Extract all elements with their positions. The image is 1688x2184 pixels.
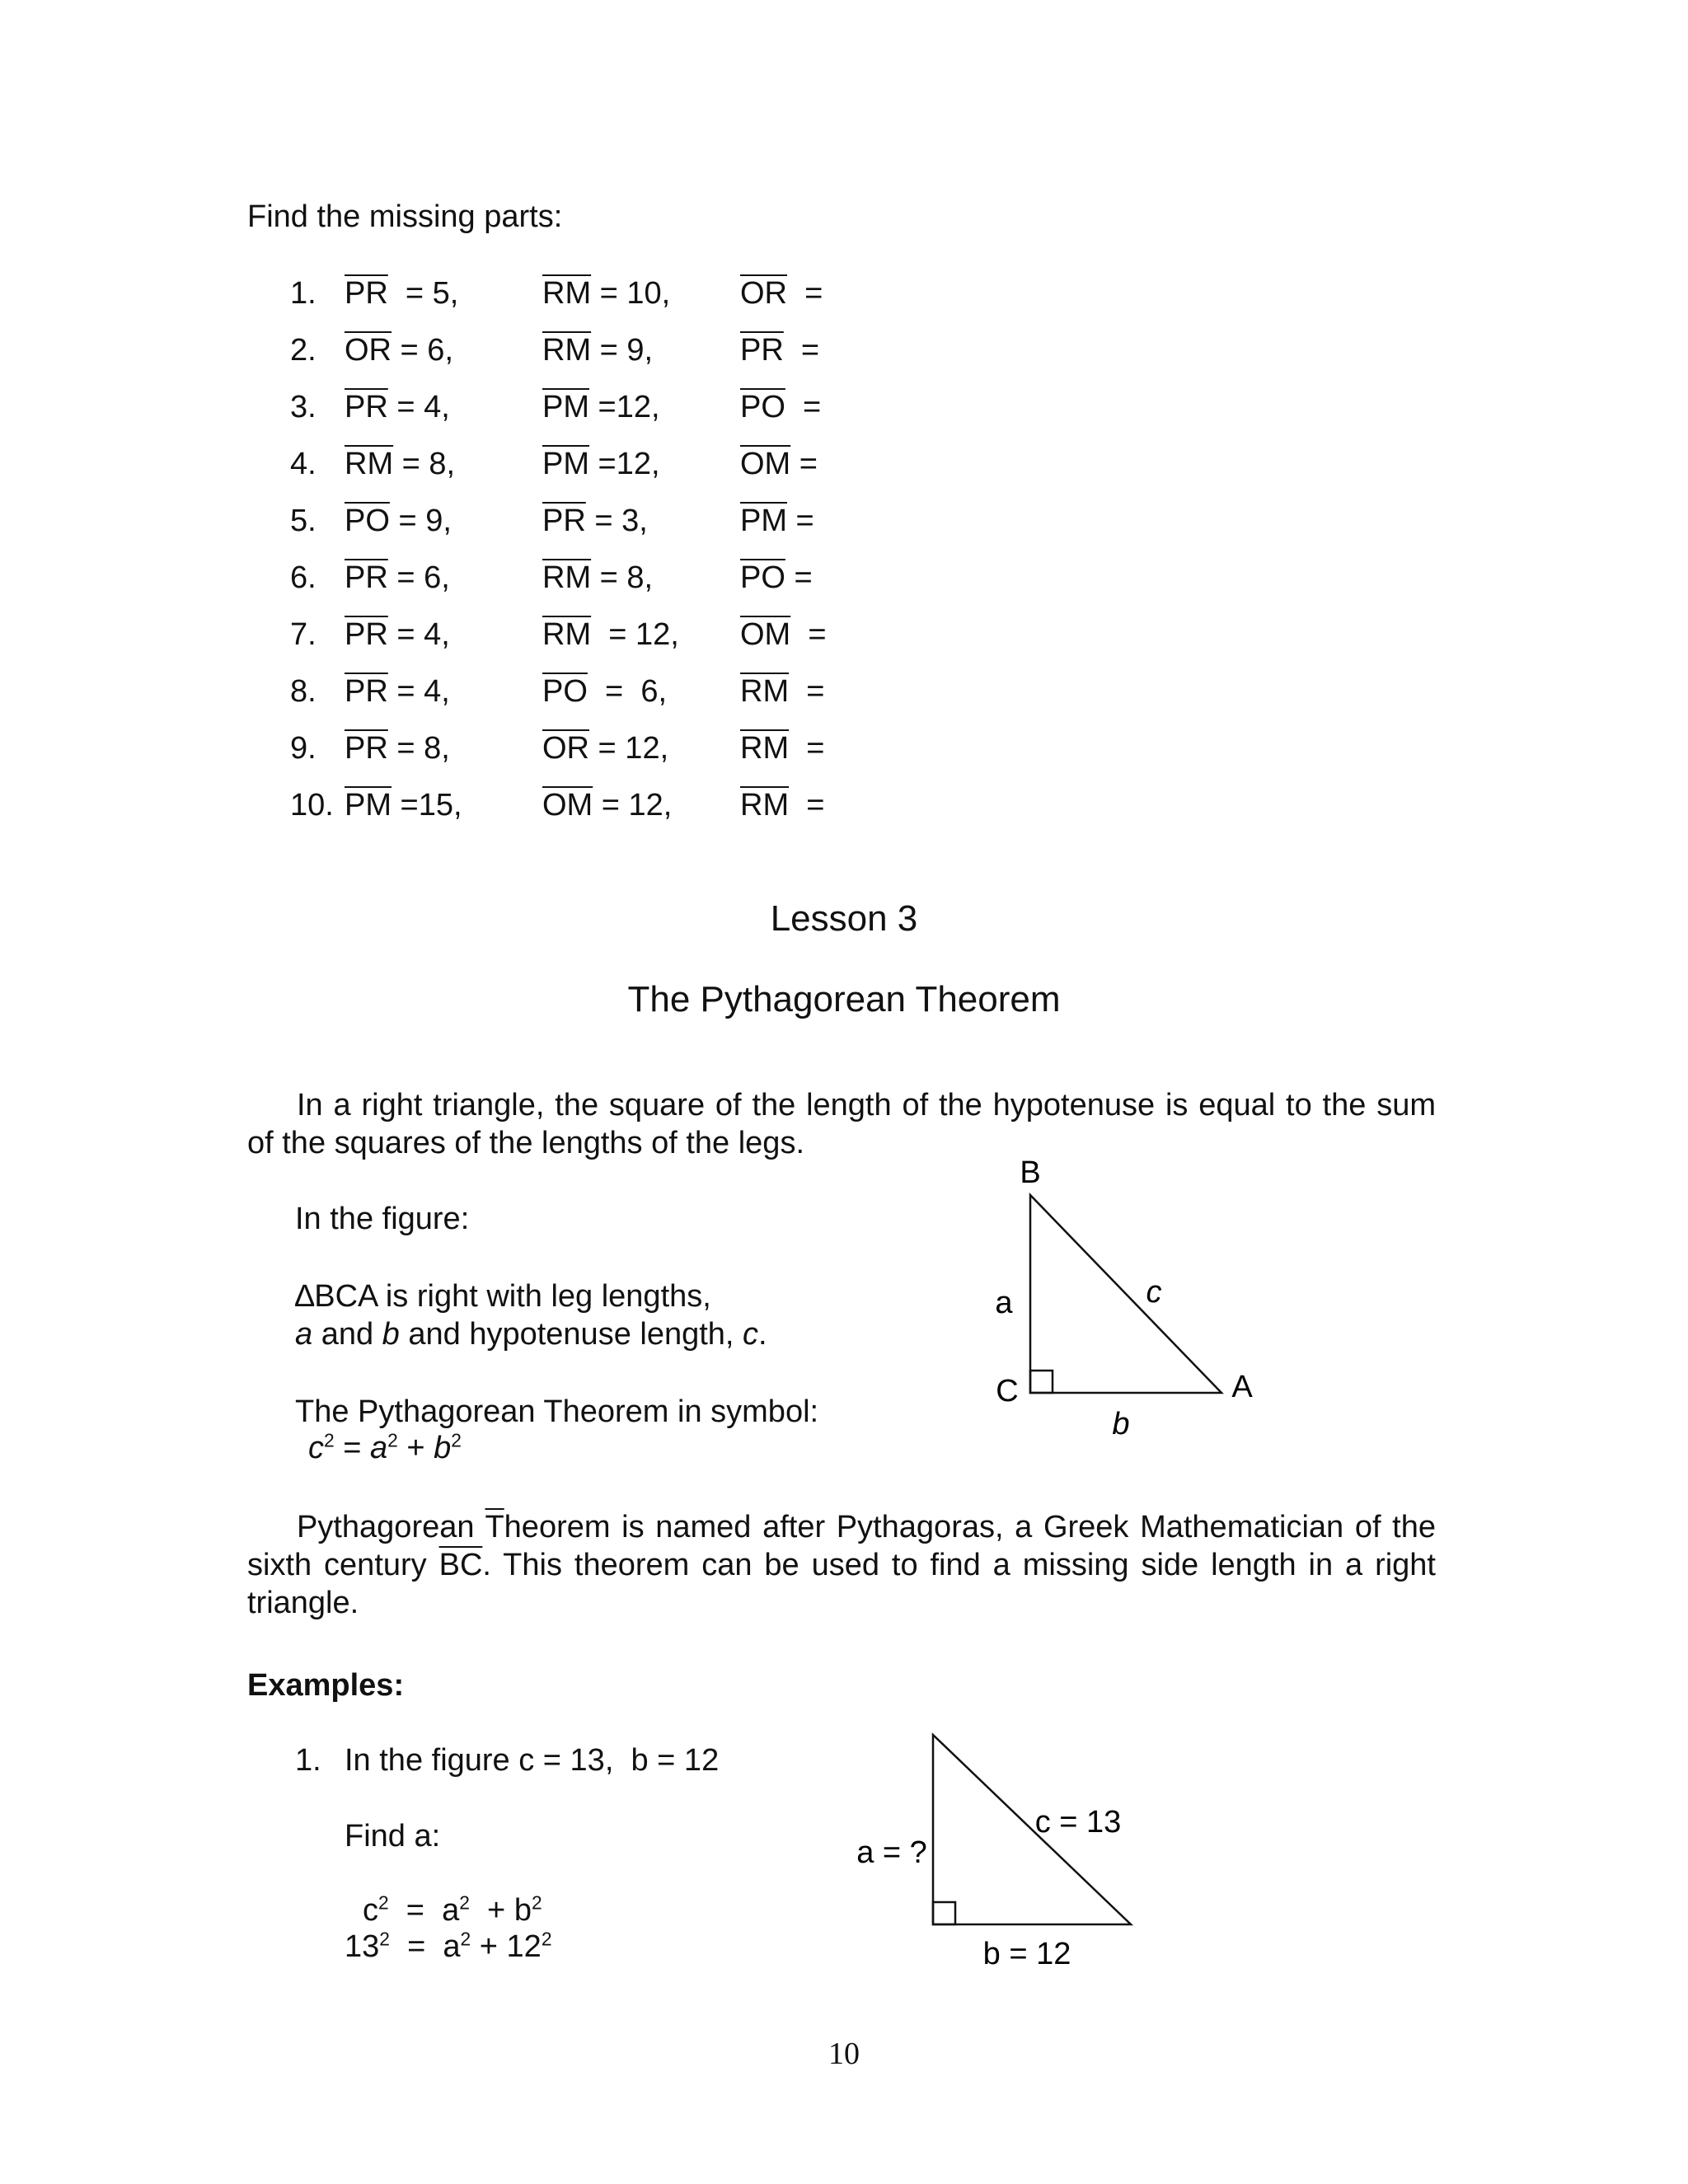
example-triangle-figure: [841, 1714, 1170, 1978]
given-segment-2: $\overline{PM} =12$,: [542, 447, 660, 481]
unknown-segment: $\overline{OM}$ =: [740, 617, 827, 652]
lesson-number: Lesson 3: [770, 898, 918, 939]
unknown-segment: $\overline{RM}$ =: [740, 731, 825, 766]
given-segment-1: $\overline{PO} = 9$,: [345, 504, 452, 538]
unknown-segment: $\overline{PM}$ =: [740, 504, 814, 538]
triangle-description: ∆BCA is right with leg lengths, a and b and hypotenuse length, c.: [295, 1279, 767, 1352]
unknown-segment: $\overline{OM}$ =: [740, 447, 818, 481]
given-segment-1: $\overline{RM} = 8$,: [345, 447, 456, 481]
side-b-label: b = 12: [982, 1937, 1071, 1971]
unknown-segment: $\overline{PR}$ =: [740, 333, 820, 368]
side-a-label: a = ?: [856, 1835, 927, 1870]
exercise-number: 1.: [290, 276, 316, 311]
exercise-number: 9.: [290, 731, 316, 766]
given-segment-2: $\overline{RM} = 10$,: [542, 276, 671, 311]
unknown-segment: $\overline{RM}$ =: [740, 788, 825, 823]
right-triangle-figure: [973, 1150, 1286, 1446]
unknown-segment: $\overline{PO}$ =: [740, 560, 813, 595]
side-c-label: c = 13: [1034, 1805, 1122, 1840]
theorem-history: Pythagorean $\overline{T}heorem$ is named after Pythagoras, a Greek Mathematician of the sixth century $\overline{BC}$. This theorem can be used to find a missing side length in a right triangle.: [247, 1510, 1436, 1620]
leg-b-label: b: [1112, 1407, 1130, 1441]
exercise-number: 4.: [290, 447, 316, 481]
exercise-number: 3.: [290, 390, 316, 424]
example-1-work: [345, 1892, 552, 1965]
given-segment-2: $\overline{PM} =12$,: [542, 390, 660, 424]
vertex-c-label: C: [996, 1374, 1019, 1408]
symbol-label: The Pythagorean Theorem in symbol:: [295, 1394, 819, 1429]
given-segment-1: $\overline{PM} =15$,: [345, 788, 462, 823]
leg-a-label: a: [995, 1286, 1013, 1320]
vertex-b-label: B: [1020, 1155, 1041, 1190]
figure-intro: In the figure:: [295, 1202, 470, 1236]
given-segment-2: $\overline{RM} = 12$,: [542, 617, 679, 652]
given-segment-1: $\overline{PR} = 4$,: [345, 617, 450, 652]
exercise-number: 5.: [290, 504, 316, 538]
exercise-number: 2.: [290, 333, 316, 368]
theorem-statement: In a right triangle, the square of the length of the hypotenuse is equal to the sum of the squares of the lengths of the legs.: [247, 1088, 1436, 1160]
given-segment-1: $\overline{PR} = 4$,: [345, 674, 450, 709]
given-segment-2: $\overline{RM} = 9$,: [542, 333, 654, 368]
work-line-1: $c^2 = a^2 + b^2$: [363, 1891, 542, 1928]
unknown-segment: $\overline{PO}$ =: [740, 390, 822, 424]
given-segment-1: $\overline{OR} = 6$,: [345, 333, 453, 368]
given-segment-2: $\overline{OM} = 12$,: [542, 788, 673, 823]
given-segment-1: $\overline{PR} = 5$,: [345, 276, 459, 311]
given-segment-1: $\overline{PR} = 8$,: [345, 731, 450, 766]
given-segment-2: $\overline{PO} = 6$,: [542, 674, 668, 709]
exercise-instructions: Find the missing parts:: [247, 199, 563, 234]
triangle-symbol: ∆: [295, 1279, 315, 1314]
right-angle-marker: [933, 1902, 955, 1924]
hypotenuse-c-label: c: [1146, 1275, 1162, 1310]
given-segment-2: $\overline{PR} = 3$,: [542, 504, 648, 538]
given-segment-2: $\overline{RM} = 8$,: [542, 560, 654, 595]
given-segment-1: $\overline{PR} = 6$,: [345, 560, 450, 595]
triangle-bca: [1030, 1195, 1221, 1393]
unknown-segment: $\overline{RM}$ =: [740, 674, 825, 709]
example-1-find: Find a:: [345, 1819, 441, 1854]
unknown-segment: $\overline{OR}$ =: [740, 276, 823, 311]
example-1-given: In the figure c = 13, b = 12: [345, 1743, 720, 1778]
exercise-number: 6.: [290, 560, 316, 595]
exercise-number: 8.: [290, 674, 316, 709]
exercise-number: 7.: [290, 617, 316, 652]
given-segment-1: $\overline{PR} = 4$,: [345, 390, 450, 424]
example-1-number: 1.: [295, 1743, 321, 1778]
right-angle-marker: [1030, 1371, 1053, 1393]
exercise-number: 10.: [290, 788, 334, 823]
lesson-title: The Pythagorean Theorem: [627, 979, 1061, 1019]
vertex-a-label: A: [1231, 1370, 1253, 1404]
work-line-2: $13^2 = a^2 + 12^2$: [345, 1928, 552, 1964]
theorem-formula: $c^2 = a^2 + b^2$: [308, 1429, 462, 1465]
page-number: 10: [828, 2036, 860, 2071]
examples-heading: Examples:: [247, 1668, 405, 1703]
given-segment-2: $\overline{OR} = 12$,: [542, 731, 669, 766]
